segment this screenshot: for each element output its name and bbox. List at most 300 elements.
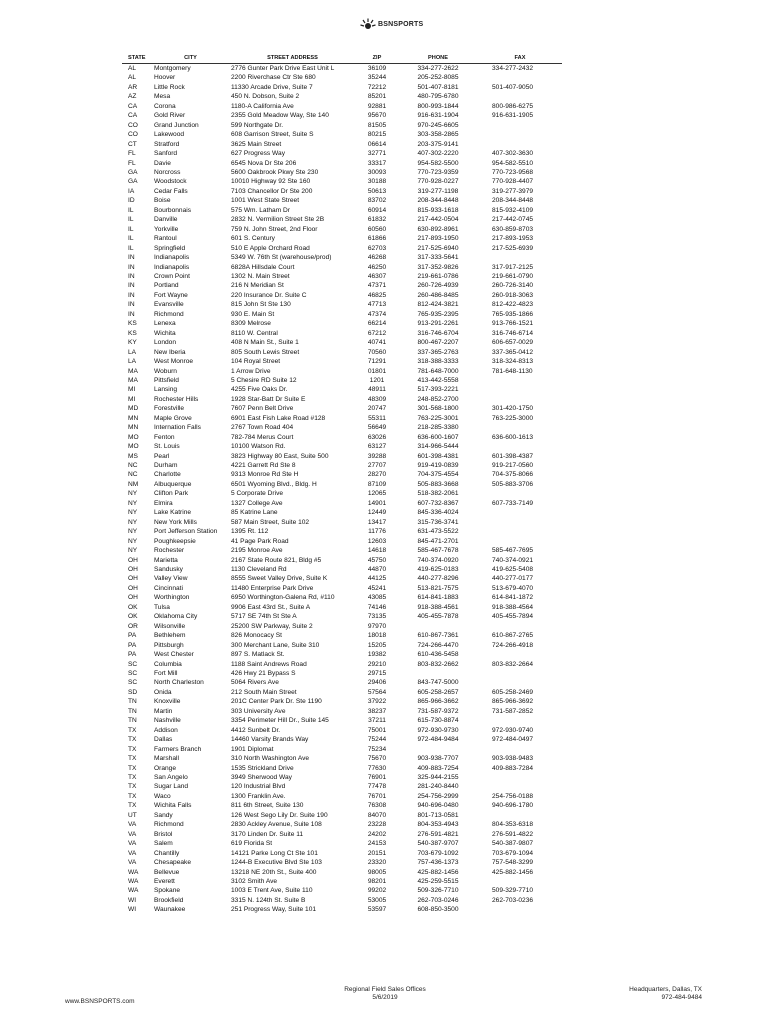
- table-row: [122, 574, 562, 583]
- state-cell: FL: [128, 150, 136, 158]
- column-header-fax: FAX: [514, 55, 526, 61]
- zip-cell: 32771: [367, 150, 387, 158]
- table-row: [122, 480, 562, 489]
- phone-cell: 217-525-6940: [417, 244, 459, 252]
- city-cell: Bristol: [154, 830, 173, 838]
- zip-cell: 97970: [367, 622, 387, 630]
- street-address-cell: 5 Corporate Drive: [231, 490, 284, 498]
- street-address-cell: 575 Wm. Latham Dr: [231, 206, 290, 214]
- zip-cell: 30188: [367, 178, 387, 186]
- fax-cell: 217-525-6939: [492, 244, 534, 252]
- state-cell: TN: [128, 717, 137, 725]
- city-cell: Chesapeake: [154, 859, 192, 867]
- street-address-cell: 1302 N. Main Street: [231, 272, 290, 280]
- fax-cell: [478, 716, 562, 725]
- street-address-cell: 1928 Star-Batt Dr Suite E: [231, 395, 306, 403]
- fax-cell: 903-938-9483: [492, 755, 534, 763]
- fax-cell: 301-420-1750: [492, 405, 534, 413]
- street-address-cell: 5064 Rivers Ave: [231, 679, 279, 687]
- state-cell: TX: [128, 773, 137, 781]
- fax-cell: 407-302-3630: [492, 150, 534, 158]
- fax-cell: 803-832-2664: [492, 660, 534, 668]
- zip-cell: 01801: [367, 367, 387, 375]
- street-address-cell: 3949 Sherwood Way: [231, 773, 292, 781]
- street-address-cell: 1188 Saint Andrews Road: [231, 660, 307, 668]
- city-cell: Wilsonville: [154, 622, 186, 630]
- zip-cell: 81505: [367, 121, 387, 129]
- phone-cell: 319-277-1198: [417, 187, 459, 195]
- city-cell: Sandusky: [154, 566, 183, 574]
- footer-headquarters: [629, 986, 702, 1002]
- phone-cell: 405-455-7878: [417, 613, 459, 621]
- street-address-cell: 8309 Melrose: [231, 320, 271, 328]
- state-cell: SD: [128, 688, 138, 696]
- table-row: [122, 92, 562, 101]
- table-row: [122, 310, 562, 319]
- state-cell: CO: [128, 121, 138, 129]
- table-row: [122, 660, 562, 669]
- state-cell: TX: [128, 726, 137, 734]
- table-row: [122, 452, 562, 461]
- zip-cell: 60560: [367, 225, 387, 233]
- table-row: [122, 820, 562, 829]
- phone-cell: 940-696-0480: [417, 802, 459, 810]
- phone-cell: 607-732-8367: [417, 499, 459, 507]
- state-cell: AZ: [128, 93, 137, 101]
- zip-cell: 98201: [367, 877, 387, 885]
- city-cell: Columbia: [154, 660, 182, 668]
- phone-cell: 972-484-9484: [417, 736, 459, 744]
- street-address-cell: 4221 Garrett Rd Ste 8: [231, 462, 296, 470]
- street-address-cell: 2830 Ackley Avenue, Suite 108: [231, 821, 322, 829]
- phone-cell: [398, 669, 478, 678]
- city-cell: Knoxville: [154, 698, 181, 706]
- phone-cell: 800-467-2207: [417, 339, 459, 347]
- phone-cell: 208-344-8448: [417, 197, 459, 205]
- city-cell: Woodstock: [154, 178, 187, 186]
- phone-cell: 801-713-0581: [417, 811, 459, 819]
- table-row: [122, 518, 562, 527]
- city-cell: Internation Falls: [154, 424, 201, 432]
- phone-cell: 631-473-5522: [417, 528, 459, 536]
- fax-cell: [478, 773, 562, 782]
- phone-cell: 630-892-8961: [417, 225, 459, 233]
- phone-cell: 845-336-4024: [417, 509, 459, 517]
- zip-cell: 13417: [367, 518, 387, 526]
- phone-cell: 781-648-7000: [417, 367, 459, 375]
- phone-cell: 610-867-7361: [417, 632, 459, 640]
- phone-cell: 636-600-1607: [417, 433, 459, 441]
- state-cell: MI: [128, 395, 136, 403]
- phone-cell: 913-291-2261: [417, 320, 459, 328]
- state-cell: TX: [128, 783, 137, 791]
- phone-cell: 281-240-8440: [417, 783, 459, 791]
- table-row: [122, 244, 562, 253]
- street-address-cell: 5600 Oakbrook Pkwy Ste 230: [231, 168, 319, 176]
- phone-cell: 218-285-3380: [417, 424, 459, 432]
- phone-cell: 740-374-0920: [417, 556, 459, 564]
- fax-cell: 757-548-3299: [492, 859, 534, 867]
- fax-cell: 440-277-0177: [492, 575, 534, 583]
- footer-title: Regional Field Sales Offices: [344, 986, 426, 993]
- state-cell: TX: [128, 745, 137, 753]
- city-cell: Port Jefferson Station: [154, 528, 218, 536]
- street-address-cell: 14460 Varsity Brands Way: [231, 736, 309, 744]
- fax-cell: 812-422-4823: [492, 301, 534, 309]
- zip-cell: 43085: [367, 594, 387, 602]
- city-cell: Crown Point: [154, 272, 190, 280]
- zip-cell: 40741: [367, 339, 387, 347]
- zip-cell: 48911: [368, 386, 386, 394]
- zip-cell: 61832: [367, 216, 387, 224]
- zip-cell: 23320: [367, 859, 387, 867]
- fax-cell: 918-388-4564: [492, 603, 534, 611]
- street-address-cell: 510 E Apple Orchard Road: [231, 244, 310, 252]
- city-cell: Nashville: [154, 717, 181, 725]
- table-row: [122, 782, 562, 791]
- zip-cell: 74146: [367, 603, 387, 611]
- city-cell: Valley View: [154, 575, 188, 583]
- state-cell: MA: [128, 367, 138, 375]
- street-address-cell: 5 Chesire RD Suite 12: [231, 376, 297, 384]
- phone-cell: 601-398-4381: [417, 452, 459, 460]
- city-cell: Gold River: [154, 112, 186, 120]
- phone-cell: 219-661-0786: [417, 272, 459, 280]
- city-cell: Lake Katrine: [154, 509, 192, 517]
- zip-cell: 39288: [367, 452, 387, 460]
- city-cell: Onida: [154, 688, 172, 696]
- state-cell: NY: [128, 490, 138, 498]
- zip-cell: 71291: [367, 358, 387, 366]
- street-address-cell: 11480 Enterprise Park Drive: [231, 584, 314, 592]
- city-cell: Pittsfield: [154, 376, 179, 384]
- zip-cell: 15205: [367, 641, 387, 649]
- fax-cell: 610-867-2765: [492, 632, 534, 640]
- city-cell: Addison: [154, 726, 178, 734]
- state-cell: MS: [128, 452, 138, 460]
- state-cell: CT: [128, 140, 137, 148]
- fax-cell: [478, 130, 562, 139]
- zip-cell: 36109: [367, 65, 387, 72]
- zip-cell: 66214: [367, 320, 387, 328]
- state-cell: SC: [128, 670, 138, 677]
- fax-cell: [478, 73, 562, 82]
- street-address-cell: 3354 Perimeter Hill Dr., Suite 145: [231, 717, 329, 725]
- table-row: [122, 225, 562, 234]
- table-row: [122, 234, 562, 243]
- phone-cell: 425-882-1456: [417, 868, 459, 876]
- street-address-cell: 627 Progress Way: [231, 150, 285, 158]
- city-cell: Woburn: [154, 367, 177, 375]
- city-cell: Orange: [154, 764, 176, 772]
- phone-cell: 843-747-5000: [417, 679, 459, 687]
- table-row: [122, 385, 562, 394]
- city-cell: Sandy: [154, 811, 173, 819]
- city-cell: Durham: [154, 462, 178, 470]
- city-cell: Fort Mill: [154, 670, 178, 677]
- phone-cell: 317-352-9826: [417, 263, 459, 271]
- bsn-sun-logo-icon: [360, 18, 376, 30]
- street-address-cell: 811 6th Street, Suite 130: [231, 802, 304, 810]
- zip-cell: 12603: [367, 537, 387, 545]
- column-header-phone: PHONE: [428, 55, 448, 61]
- zip-cell: 95670: [367, 112, 387, 120]
- zip-cell: 77478: [367, 783, 387, 791]
- state-cell: GA: [128, 168, 138, 176]
- state-cell: MN: [128, 414, 139, 422]
- state-cell: WI: [128, 906, 137, 914]
- fax-cell: 972-484-0497: [492, 736, 534, 744]
- state-cell: KS: [128, 320, 137, 328]
- street-address-cell: 11330 Arcade Drive, Suite 7: [231, 83, 313, 91]
- city-cell: Springfield: [154, 244, 186, 252]
- city-cell: Little Rock: [154, 83, 185, 91]
- city-cell: Bethlehem: [154, 632, 186, 640]
- city-cell: Lakewood: [154, 131, 185, 139]
- phone-cell: 757-436-1373: [417, 859, 459, 867]
- office-table: [122, 54, 562, 915]
- table-row: [122, 593, 562, 602]
- table-row: [122, 641, 562, 650]
- street-address-cell: 7607 Penn Belt Drive: [231, 405, 294, 413]
- fax-cell: 260-918-3063: [492, 291, 534, 299]
- street-address-cell: 930 E. Main St: [231, 310, 275, 318]
- fax-cell: 505-883-3706: [492, 480, 534, 488]
- bsn-sports-logo: [360, 18, 423, 30]
- fax-cell: 740-374-0921: [492, 556, 534, 564]
- zip-cell: 84070: [367, 811, 387, 819]
- street-address-cell: 1300 Franklin Ave.: [231, 792, 286, 800]
- column-header-state: STATE: [128, 55, 146, 61]
- zip-cell: 76901: [367, 773, 387, 781]
- fax-cell: 260-726-3140: [492, 282, 534, 290]
- city-cell: Cedar Falls: [154, 187, 188, 195]
- zip-cell: 30093: [367, 168, 387, 176]
- city-cell: Yorkville: [154, 225, 179, 233]
- city-cell: Lansing: [154, 386, 178, 394]
- fax-cell: 800-986-6275: [492, 102, 534, 110]
- street-address-cell: 3102 Smith Ave: [231, 877, 278, 885]
- zip-cell: 19382: [367, 651, 387, 659]
- street-address-cell: 6950 Worthington-Galena Rd, #110: [231, 594, 335, 602]
- zip-cell: 77630: [367, 764, 387, 772]
- street-address-cell: 120 Industrial Blvd: [231, 783, 286, 791]
- street-address-cell: 897 S. Matlack St.: [231, 651, 285, 659]
- table-row: [122, 140, 562, 149]
- table-row: [122, 414, 562, 423]
- zip-cell: 37922: [367, 698, 387, 706]
- street-address-cell: 5349 W. 76th St (warehouse/prod): [231, 254, 332, 262]
- zip-cell: 56649: [367, 424, 387, 432]
- table-row: [122, 612, 562, 621]
- fax-cell: [478, 385, 562, 394]
- zip-cell: 85201: [367, 93, 387, 101]
- fax-cell: 605-258-2469: [492, 688, 534, 696]
- phone-cell: 903-938-7707: [417, 755, 459, 763]
- zip-cell: 87109: [367, 480, 387, 488]
- phone-cell: 812-424-3821: [417, 301, 459, 309]
- table-row: [122, 508, 562, 517]
- fax-cell: [478, 423, 562, 432]
- table-row: [122, 177, 562, 186]
- phone-cell: 505-883-3668: [417, 480, 459, 488]
- phone-cell: 413-442-5558: [417, 376, 459, 384]
- table-row: [122, 773, 562, 782]
- fax-cell: [478, 811, 562, 820]
- street-address-cell: 450 N. Dobson, Suite 2: [231, 93, 300, 101]
- city-cell: Rochester: [154, 547, 185, 555]
- zip-cell: 75234: [367, 745, 387, 753]
- street-address-cell: 1535 Strickland Drive: [231, 764, 294, 772]
- table-row: [122, 338, 562, 347]
- city-cell: North Charleston: [154, 679, 204, 687]
- city-cell: Maple Grove: [154, 414, 192, 422]
- state-cell: LA: [128, 358, 137, 366]
- table-row: [122, 470, 562, 479]
- zip-cell: 83702: [367, 197, 387, 205]
- city-cell: Lenexa: [154, 320, 176, 328]
- table-row: [122, 735, 562, 744]
- table-row: [122, 792, 562, 801]
- state-cell: MO: [128, 443, 139, 451]
- table-row: [122, 300, 562, 309]
- table-row: [122, 669, 562, 678]
- city-cell: Indianapolis: [154, 254, 190, 262]
- street-address-cell: 216 N Meridian St: [231, 282, 284, 290]
- table-row: [122, 291, 562, 300]
- table-row: [122, 849, 562, 858]
- street-address-cell: 4412 Sunbelt Dr.: [231, 726, 281, 734]
- state-cell: IN: [128, 254, 135, 262]
- city-cell: Spokane: [154, 887, 181, 895]
- fax-cell: [478, 489, 562, 498]
- city-cell: Martin: [154, 707, 173, 715]
- table-row: [122, 905, 562, 914]
- state-cell: WA: [128, 877, 139, 885]
- city-cell: Dallas: [154, 736, 173, 744]
- phone-cell: 845-471-2701: [417, 537, 459, 545]
- fax-cell: [478, 669, 562, 678]
- fax-cell: 585-467-7695: [492, 547, 534, 555]
- phone-cell: 501-407-8181: [417, 83, 459, 91]
- state-cell: NY: [128, 499, 138, 507]
- phone-cell: 254-756-2999: [417, 792, 459, 800]
- zip-cell: 24153: [367, 840, 387, 848]
- phone-cell: 317-333-5641: [417, 254, 459, 262]
- street-address-cell: 2767 Town Road 404: [231, 424, 294, 432]
- street-address-cell: 1244-B Executive Blvd Ste 103: [231, 859, 322, 867]
- city-cell: Worthington: [154, 594, 190, 602]
- city-cell: Fenton: [154, 433, 175, 441]
- street-address-cell: 6501 Wyoming Blvd., Bldg. H: [231, 480, 317, 488]
- street-address-cell: 9313 Monroe Rd Ste H: [231, 471, 299, 479]
- phone-cell: 205-252-8085: [417, 74, 459, 82]
- state-cell: OH: [128, 575, 138, 583]
- street-address-cell: 220 Insurance Dr. Suite C: [231, 291, 307, 299]
- fax-cell: [478, 527, 562, 536]
- table-row: [122, 281, 562, 290]
- table-row: [122, 442, 562, 451]
- zip-cell: 60914: [367, 206, 387, 214]
- fax-cell: 405-455-7894: [492, 613, 534, 621]
- fax-cell: 919-217-0560: [492, 462, 534, 470]
- table-row: [122, 329, 562, 338]
- table-row: [122, 64, 562, 74]
- state-cell: MA: [128, 376, 138, 384]
- street-address-cell: 759 N. John Street, 2nd Floor: [231, 225, 318, 233]
- fax-cell: 804-353-6318: [492, 821, 534, 829]
- fax-cell: 614-841-1872: [492, 594, 534, 602]
- zip-cell: 63026: [367, 433, 387, 441]
- fax-cell: 607-733-7149: [492, 499, 534, 507]
- zip-cell: 45750: [367, 556, 387, 564]
- fax-cell: 704-375-8066: [492, 471, 534, 479]
- fax-cell: 262-703-0236: [492, 896, 534, 904]
- table-row: [122, 102, 562, 111]
- table-row: [122, 73, 562, 82]
- fax-cell: 770-928-4407: [492, 178, 534, 186]
- fax-cell: 940-696-1780: [492, 802, 534, 810]
- fax-cell: 501-407-9050: [492, 83, 534, 91]
- zip-cell: 73135: [367, 613, 387, 621]
- zip-cell: 44870: [367, 566, 387, 574]
- fax-cell: 540-387-9807: [492, 840, 534, 848]
- phone-cell: 334-277-2622: [417, 65, 459, 72]
- table-row: [122, 886, 562, 895]
- city-cell: Forestville: [154, 405, 185, 413]
- street-address-cell: 815 John St Ste 130: [231, 301, 291, 309]
- phone-cell: 314-966-5444: [417, 443, 459, 451]
- fax-cell: [478, 650, 562, 659]
- zip-cell: 24202: [367, 830, 387, 838]
- zip-cell: 53597: [367, 906, 387, 914]
- city-cell: Bourbonnais: [154, 206, 192, 214]
- fax-cell: [478, 442, 562, 451]
- state-cell: OK: [128, 603, 138, 611]
- city-cell: West Chester: [154, 651, 194, 659]
- fax-cell: 731-587-2852: [492, 707, 534, 715]
- state-cell: TN: [128, 698, 137, 706]
- zip-cell: 75244: [367, 736, 387, 744]
- phone-cell: 276-591-4821: [417, 830, 459, 838]
- phone-cell: 217-893-1950: [417, 235, 459, 243]
- street-address-cell: 826 Monocacy St: [231, 632, 282, 640]
- state-cell: TX: [128, 802, 137, 810]
- state-cell: CO: [128, 131, 138, 139]
- street-address-cell: 251 Progress Way, Suite 101: [231, 906, 317, 914]
- phone-cell: 217-442-0504: [417, 216, 459, 224]
- fax-cell: 425-882-1456: [492, 868, 534, 876]
- state-cell: NC: [128, 471, 138, 479]
- zip-cell: 67212: [367, 329, 387, 337]
- zip-cell: 63127: [367, 443, 387, 451]
- fax-cell: 765-935-1866: [492, 310, 534, 318]
- city-cell: West Monroe: [154, 358, 194, 366]
- footer-hq-location: Headquarters, Dallas, TX: [629, 986, 702, 993]
- street-address-cell: 10010 Highway 92 Ste 160: [231, 178, 311, 186]
- state-cell: IL: [128, 225, 134, 233]
- state-cell: IL: [128, 216, 134, 224]
- phone-cell: 316-746-6704: [417, 329, 459, 337]
- zip-cell: 98005: [367, 868, 387, 876]
- state-cell: IN: [128, 282, 135, 290]
- fax-cell: 254-756-0188: [492, 792, 534, 800]
- fax-cell: 606-657-0029: [492, 339, 534, 347]
- city-cell: Richmond: [154, 310, 184, 318]
- phone-cell: 724-266-4470: [417, 641, 459, 649]
- zip-cell: 1201: [369, 376, 385, 384]
- table-row: [122, 423, 562, 432]
